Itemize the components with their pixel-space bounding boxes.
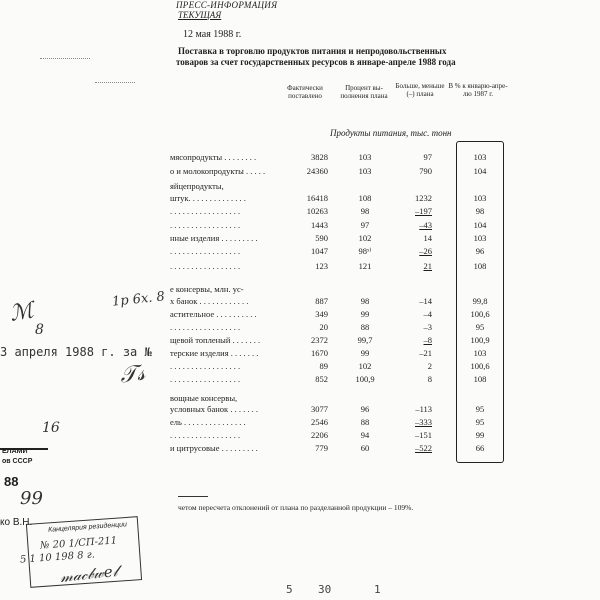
row-label: х банок . . . . . . . . . . . . (170, 296, 249, 306)
cell-a: 1443 (311, 220, 328, 230)
section-title-food: Продукты питания, тыс. тонн (330, 128, 452, 138)
cell-d: 95 (475, 322, 485, 332)
cell-d: 103 (473, 193, 487, 203)
cell-a: 852 (315, 374, 328, 384)
row-label: и цитрусовые . . . . . . . . . (170, 443, 258, 453)
cell-c: –21 (419, 348, 432, 358)
cell-c: –8 (423, 335, 432, 345)
cell-a: 2206 (311, 430, 328, 440)
cell-c: –522 (415, 443, 432, 453)
cell-d: 100,6 (470, 309, 490, 319)
margin-scribble-1 (40, 58, 90, 60)
handwritten-note: 1р 6х. 8 (111, 289, 166, 310)
page-number-2: 30 (318, 583, 332, 596)
cell-c: –43 (419, 220, 432, 230)
column-header-supplied: Фактически поставлено (287, 84, 323, 100)
cell-c: –113 (415, 404, 432, 414)
cell-a: 779 (315, 443, 328, 453)
cell-d: 98 (475, 206, 485, 216)
cell-d: 99,8 (472, 296, 488, 306)
cell-c: 790 (419, 166, 432, 176)
cell-c: –333 (415, 417, 432, 427)
cell-d: 103 (473, 233, 487, 243)
cell-a: 1670 (311, 348, 328, 358)
cell-b: 99 (360, 348, 370, 358)
cell-a: 1047 (311, 246, 328, 256)
cell-d: 100,9 (470, 335, 490, 345)
row-label: . . . . . . . . . . . . . . . . . (170, 246, 241, 256)
cell-b: 60 (360, 443, 370, 453)
cell-c: –197 (415, 206, 432, 216)
cell-b: 121 (358, 261, 372, 271)
row-label: . . . . . . . . . . . . . . . . . (170, 361, 241, 371)
column-header-plan-percent: Процент вы- полнения плана (340, 84, 388, 100)
footnote-divider (178, 496, 208, 497)
cell-d: 95 (475, 417, 485, 427)
typed-date-line: 3 апреля 1988 г. за № (0, 345, 152, 359)
registration-stamp-title: Канцелярия резиденции (47, 521, 128, 534)
row-label: щевой топленый . . . . . . . (170, 335, 261, 345)
cell-a: 20 (319, 322, 328, 332)
cell-b: 88 (360, 322, 370, 332)
cell-c: –4 (423, 309, 432, 319)
margin-scribble-2 (95, 82, 135, 84)
press-info-heading: ПРЕСС-ИНФОРМАЦИЯ (176, 0, 278, 10)
cell-c: –14 (419, 296, 432, 306)
cell-d: 100,6 (470, 361, 490, 371)
row-label: . . . . . . . . . . . . . . . . . (170, 220, 241, 230)
document-title-line2: товаров за счет государственных ресурсов в январе-апреле 1988 года (176, 57, 456, 67)
stamp-name: ко В.Н. (0, 517, 33, 528)
stamp-line-2: ов СССР (2, 458, 33, 465)
cell-d: 95 (475, 404, 485, 414)
cell-c: 21 (423, 261, 432, 271)
cell-b: 98ˣ⁾ (358, 246, 372, 256)
row-label: . . . . . . . . . . . . . . . . . (170, 430, 241, 440)
cell-a: 123 (315, 261, 328, 271)
handwritten-number-2: 16 (42, 420, 60, 436)
cell-a: 2546 (311, 417, 328, 427)
cell-c: 97 (423, 152, 432, 162)
cell-b: 102 (358, 361, 372, 371)
registration-stamp-number: № 20 1/СП-211 (39, 535, 118, 552)
registration-stamp-date: 5 1 10 198 8 г. (19, 549, 96, 566)
cell-b: 103 (358, 152, 372, 162)
cell-c: –3 (423, 322, 432, 332)
cell-d: 66 (475, 443, 485, 453)
row-label: ель . . . . . . . . . . . . . . . (170, 417, 246, 427)
handwritten-signature-mark: ℳ (8, 298, 36, 327)
cell-a: 89 (319, 361, 328, 371)
handwritten-signature: 𝒯𝓈 (118, 360, 147, 389)
cell-b: 96 (360, 404, 370, 414)
cell-a: 10263 (306, 206, 328, 216)
cell-d: 108 (473, 374, 487, 384)
column-header-vs-plan: Больше, меньше (–) плана (395, 82, 445, 98)
cell-b: 88 (360, 417, 370, 427)
row-label: нные изделия . . . . . . . . . (170, 233, 258, 243)
cell-c: –151 (415, 430, 432, 440)
row-label: о и молокопродукты . . . . . (170, 166, 266, 176)
cell-b: 100,9 (355, 374, 375, 384)
row-label: астительное . . . . . . . . . . (170, 309, 257, 319)
cell-d: 96 (475, 246, 485, 256)
cell-a: 590 (315, 233, 328, 243)
cell-a: 3828 (311, 152, 328, 162)
cell-b: 98 (360, 206, 370, 216)
registration-stamp-signature: 𝓂𝒶𝒸𝒷𝓌𝑒𝓁 (59, 562, 119, 586)
cell-b: 99,7 (357, 335, 373, 345)
cell-a: 2372 (311, 335, 328, 345)
row-label: е консервы, млн. ус- (170, 284, 244, 294)
cell-d: 103 (473, 152, 487, 162)
page-number-1: 5 (286, 583, 293, 596)
document-title-line1: Поставка в торговлю продуктов питания и непродовольственных (178, 46, 447, 56)
cell-d: 104 (473, 220, 487, 230)
cell-b: 98 (360, 296, 370, 306)
row-label: . . . . . . . . . . . . . . . . . (170, 261, 241, 271)
cell-b: 99 (360, 309, 370, 319)
cell-c: 1232 (415, 193, 432, 203)
stamp-number: 88 (4, 474, 19, 489)
cell-a: 16418 (306, 193, 328, 203)
row-label: вощные консервы, (170, 393, 238, 403)
cell-c: 2 (427, 361, 432, 371)
row-label: штук. . . . . . . . . . . . . . (170, 193, 246, 203)
cell-a: 3077 (311, 404, 328, 414)
cell-d: 103 (473, 348, 487, 358)
cell-b: 103 (358, 166, 372, 176)
row-label: . . . . . . . . . . . . . . . . . (170, 206, 241, 216)
row-label: мясопродукты . . . . . . . . (170, 152, 257, 162)
cell-d: 99 (475, 430, 485, 440)
handwritten-number: 8 (35, 322, 44, 338)
cell-a: 24360 (306, 166, 328, 176)
row-label: терские изделия . . . . . . . (170, 348, 259, 358)
column-header-vs-1987: В % к январю-апре- лю 1987 г. (448, 82, 508, 98)
cell-c: –26 (419, 246, 432, 256)
row-label: яйцепродукты, (170, 181, 224, 191)
cell-b: 108 (358, 193, 372, 203)
cell-d: 108 (473, 261, 487, 271)
cell-a: 887 (315, 296, 328, 306)
stamp-handwritten-number: 99 (20, 488, 43, 509)
row-label: . . . . . . . . . . . . . . . . . (170, 322, 241, 332)
cell-a: 349 (315, 309, 328, 319)
cell-b: 97 (360, 220, 370, 230)
page-number-3: 1 (374, 583, 381, 596)
document-date: 12 мая 1988 г. (183, 29, 242, 40)
current-label: ТЕКУЩАЯ (178, 10, 222, 20)
cell-c: 8 (427, 374, 432, 384)
cell-b: 94 (360, 430, 370, 440)
cell-d: 104 (473, 166, 487, 176)
row-label: условных банок . . . . . . . (170, 404, 258, 414)
stamp-line-1: ЕЛАМИ (2, 448, 28, 455)
row-label: . . . . . . . . . . . . . . . . . (170, 374, 241, 384)
cell-c: 14 (423, 233, 432, 243)
footnote: четом пересчета отклонений от плана по разделанной продукции – 109%. (178, 503, 414, 512)
cell-b: 102 (358, 233, 372, 243)
